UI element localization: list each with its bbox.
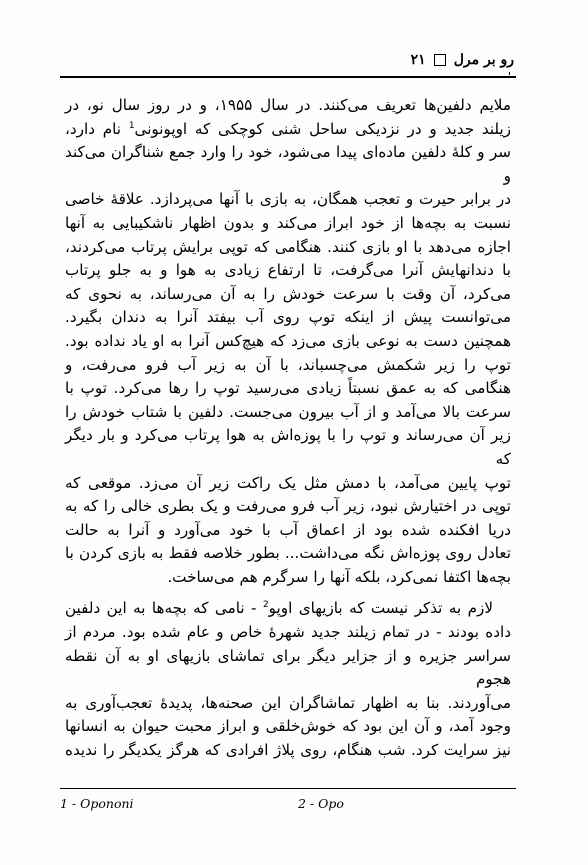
text-line-part: لازم به تذکر نیست که بازیهای اوپو <box>268 599 494 618</box>
text-line: سراسر جزیره و از جزایر دیگر برای تماشای بازیهای او به آن نقطه هجوم <box>65 646 511 689</box>
text-line: اجازه می‌دهد با او بازی کنند. هنگامی که توپی برایش پرتاب می‌کردند، <box>65 237 511 256</box>
body-text <box>65 94 511 763</box>
text-line: می‌توانست پیش از اینکه توپ روی آب بیفتد آنرا به دندان بگیرد. <box>65 308 511 327</box>
header-title: رو بر مرل <box>453 52 514 68</box>
text-line: همچنین دست به نوعی بازی می‌زد که هیچ‌کس آنرا به او یاد نداده بود. <box>65 331 511 350</box>
text-line-part: نام دارد، <box>65 119 122 138</box>
decorative-tick <box>509 72 510 75</box>
text-line: هنگامی که به عمق نسبتاً زیادی می‌رسید توپ را رها می‌کرد. توپ با <box>65 379 511 398</box>
text-line: سرعت بالا می‌آمد و از آب بیرون می‌جست. دلفین با شتاب خودش را <box>65 402 511 421</box>
text-line: تعادل روی پوزه‌اش نگه می‌داشت... بطور خلاصه فقط به بازی کردن با <box>65 544 511 563</box>
header-rule <box>60 76 516 78</box>
running-header <box>60 49 514 71</box>
page-number: ۲۱ <box>410 52 426 68</box>
text-line: سر و کلهٔ دلفین ماده‌ای پیدا می‌شود، خود را وارد جمع شناگران می‌کند و <box>65 143 511 185</box>
text-line-part: دلفین <box>65 599 101 618</box>
text-line: داده بودند - در تمام زیلند جدید شهرهٔ خاص و عام شده بود. مردم از <box>65 623 511 642</box>
text-line <box>65 597 511 621</box>
text-line: توپ پایین می‌آمد، با دمش مثل یک راکت زیر آن می‌زد. موقعی که <box>65 473 511 492</box>
text-line: توپی در اختیارش نبود، زیر آب فرو می‌رفت و یک بطری خالی را که به <box>65 497 511 516</box>
text-line-part: - نامی که بچه‌ها به این <box>106 599 257 618</box>
footnote-rule <box>60 788 516 789</box>
footnote-marker: 1 <box>128 120 135 131</box>
text-line <box>65 118 511 142</box>
text-line: نسبت به بچه‌ها از خود ابراز می‌کند و بدون اظهار ناشکیبایی به آنها <box>65 213 511 232</box>
text-line: در برابر حیرت و تعجب همگان، به بازی با آنها می‌پردازد. علاقهٔ خاصی <box>65 190 511 209</box>
text-line: نیز سرایت کرد. شب هنگام، روی پلاژ افرادی که هرگز یکدیگر را ندیده <box>65 741 511 760</box>
text-line: ملایم دلفین‌ها تعریف می‌کنند. در سال ۱۹۵۵، و در روز سال نو، در <box>65 96 511 114</box>
text-line: با دندانهایش آنرا می‌گرفت، تا ارتفاع زیادی به هوا و به جلو پرتاب <box>65 261 511 280</box>
footnote-1: 1 - Opononi <box>60 796 134 811</box>
text-line-part: زیلند جدید و در نزدیکی ساحل شنی کوچکی که اوپونونی <box>134 119 512 138</box>
footnotes <box>60 794 516 816</box>
text-line: زیر آن می‌رساند و توپ را با پوزه‌اش به هوا پرتاب می‌کرد و بار دیگر که <box>65 426 511 468</box>
text-line: می‌آوردند. بنا به اظهار تماشاگران این صحنه‌ها، پدیدهٔ تعجب‌آوری به <box>65 693 511 712</box>
text-line: دریا افکنده شده بود از اعماق آب با خود می‌آورد و آنرا به حالت <box>65 520 511 539</box>
text-line: بچه‌ها اکتفا نمی‌کرد، بلکه آنها را سرگرم هم می‌ساخت. <box>167 567 511 586</box>
footnote-marker: 2 <box>262 600 269 611</box>
box-ornament-icon <box>434 54 446 66</box>
text-line: توپ را زیر شکمش می‌چسباند، با آن به زیر آب فرو می‌رفت، و <box>65 355 511 374</box>
text-line: وجود آمد، و آن این بود که خوش‌خلقی و ابراز محبت حیوان به انسانها <box>65 717 511 736</box>
text-line: می‌کرد، آن وقت با سرعت خودش را به آن می‌رساند، به نحوی که <box>65 284 511 303</box>
footnote-2: 2 - Opo <box>298 796 344 811</box>
